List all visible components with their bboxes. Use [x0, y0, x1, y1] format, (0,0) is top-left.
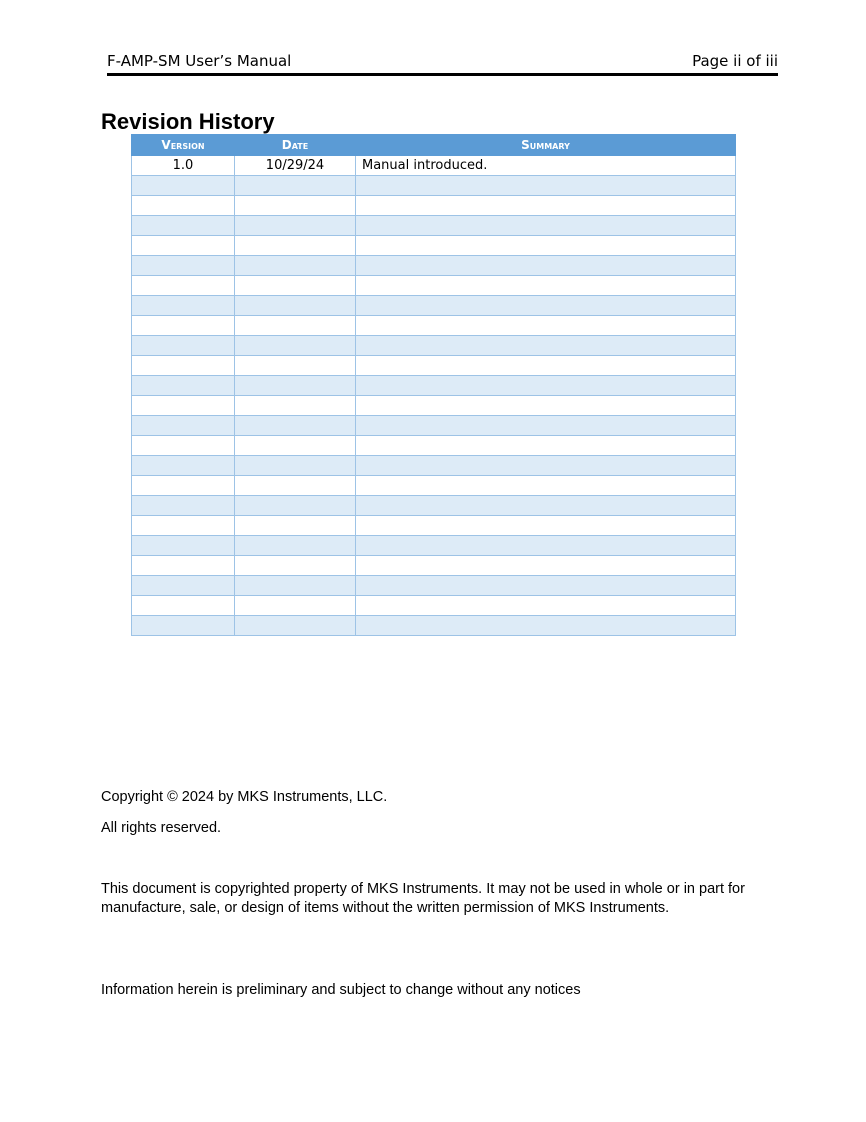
version-cell — [132, 276, 235, 296]
version-cell — [132, 356, 235, 376]
summary-cell — [356, 236, 736, 256]
summary-cell — [356, 176, 736, 196]
summary-cell — [356, 416, 736, 436]
summary-cell: Manual introduced. — [356, 156, 736, 176]
summary-cell — [356, 356, 736, 376]
date-cell — [235, 476, 356, 496]
table-row — [132, 296, 736, 316]
version-cell — [132, 376, 235, 396]
table-body — [132, 156, 736, 636]
table-row — [132, 456, 736, 476]
table-row — [132, 436, 736, 456]
version-cell — [132, 576, 235, 596]
version-cell — [132, 596, 235, 616]
date-cell — [235, 536, 356, 556]
table-header-row — [132, 135, 736, 156]
property-notice: This document is copyrighted property of MKS Instruments. It may not be used in whole or in part for manufacture, sale, or design of items without the written permission of MKS Instruments. — [101, 881, 745, 916]
table-row — [132, 356, 736, 376]
summary-cell — [356, 316, 736, 336]
date-cell — [235, 496, 356, 516]
version-cell: 1.0 — [132, 156, 235, 176]
date-cell — [235, 576, 356, 596]
table-row — [132, 596, 736, 616]
date-cell — [235, 456, 356, 476]
date-cell — [235, 276, 356, 296]
header-rule — [107, 73, 778, 76]
version-cell — [132, 476, 235, 496]
version-cell — [132, 216, 235, 236]
summary-cell — [356, 456, 736, 476]
table-row — [132, 276, 736, 296]
date-cell — [235, 396, 356, 416]
table-row — [132, 336, 736, 356]
date-cell — [235, 356, 356, 376]
table-row — [132, 516, 736, 536]
summary-cell — [356, 496, 736, 516]
summary-cell — [356, 516, 736, 536]
date-cell — [235, 216, 356, 236]
page-number: Page ii of iii — [692, 52, 778, 70]
version-cell — [132, 176, 235, 196]
table-row — [132, 616, 736, 636]
version-cell — [132, 616, 235, 636]
version-cell — [132, 436, 235, 456]
date-cell — [235, 236, 356, 256]
version-cell — [132, 516, 235, 536]
table-row — [132, 156, 736, 176]
summary-cell — [356, 596, 736, 616]
section-title: Revision History — [101, 109, 275, 134]
version-cell — [132, 496, 235, 516]
date-cell — [235, 416, 356, 436]
version-cell — [132, 456, 235, 476]
preliminary-notice: Information herein is preliminary and subject to change without any notices — [101, 982, 581, 998]
summary-cell — [356, 216, 736, 236]
summary-cell — [356, 556, 736, 576]
version-cell — [132, 336, 235, 356]
table-row — [132, 476, 736, 496]
table-row — [132, 216, 736, 236]
version-cell — [132, 196, 235, 216]
table-row — [132, 396, 736, 416]
date-cell — [235, 616, 356, 636]
version-cell — [132, 256, 235, 276]
summary-cell — [356, 336, 736, 356]
version-cell — [132, 316, 235, 336]
table-row — [132, 576, 736, 596]
table-row — [132, 376, 736, 396]
date-cell — [235, 436, 356, 456]
date-cell — [235, 256, 356, 276]
copyright-line: Copyright © 2024 by MKS Instruments, LLC. — [101, 789, 388, 805]
table-row — [132, 236, 736, 256]
summary-cell — [356, 396, 736, 416]
rights-line: All rights reserved. — [101, 820, 222, 836]
version-cell — [132, 556, 235, 576]
version-cell — [132, 296, 235, 316]
summary-cell — [356, 436, 736, 456]
summary-cell — [356, 276, 736, 296]
table-row — [132, 316, 736, 336]
summary-cell — [356, 196, 736, 216]
summary-cell — [356, 296, 736, 316]
summary-cell — [356, 256, 736, 276]
date-cell — [235, 556, 356, 576]
table-row — [132, 556, 736, 576]
revision-history-table — [131, 134, 736, 636]
table-row — [132, 496, 736, 516]
summary-cell — [356, 616, 736, 636]
date-cell — [235, 196, 356, 216]
summary-cell — [356, 376, 736, 396]
date-cell — [235, 316, 356, 336]
table-row — [132, 256, 736, 276]
document-title: F-AMP-SM User’s Manual — [107, 52, 292, 70]
date-cell — [235, 176, 356, 196]
table-row — [132, 416, 736, 436]
summary-cell — [356, 576, 736, 596]
version-cell — [132, 396, 235, 416]
version-cell — [132, 536, 235, 556]
date-cell — [235, 596, 356, 616]
date-cell — [235, 376, 356, 396]
date-cell — [235, 336, 356, 356]
column-header-date: Date — [235, 135, 356, 156]
table-row — [132, 196, 736, 216]
summary-cell — [356, 536, 736, 556]
date-cell: 10/29/24 — [235, 156, 356, 176]
column-header-version: Version — [132, 135, 235, 156]
version-cell — [132, 416, 235, 436]
date-cell — [235, 296, 356, 316]
column-header-summary: Summary — [356, 135, 736, 156]
page-header — [107, 52, 778, 74]
table-row — [132, 536, 736, 556]
version-cell — [132, 236, 235, 256]
date-cell — [235, 516, 356, 536]
table-row — [132, 176, 736, 196]
summary-cell — [356, 476, 736, 496]
